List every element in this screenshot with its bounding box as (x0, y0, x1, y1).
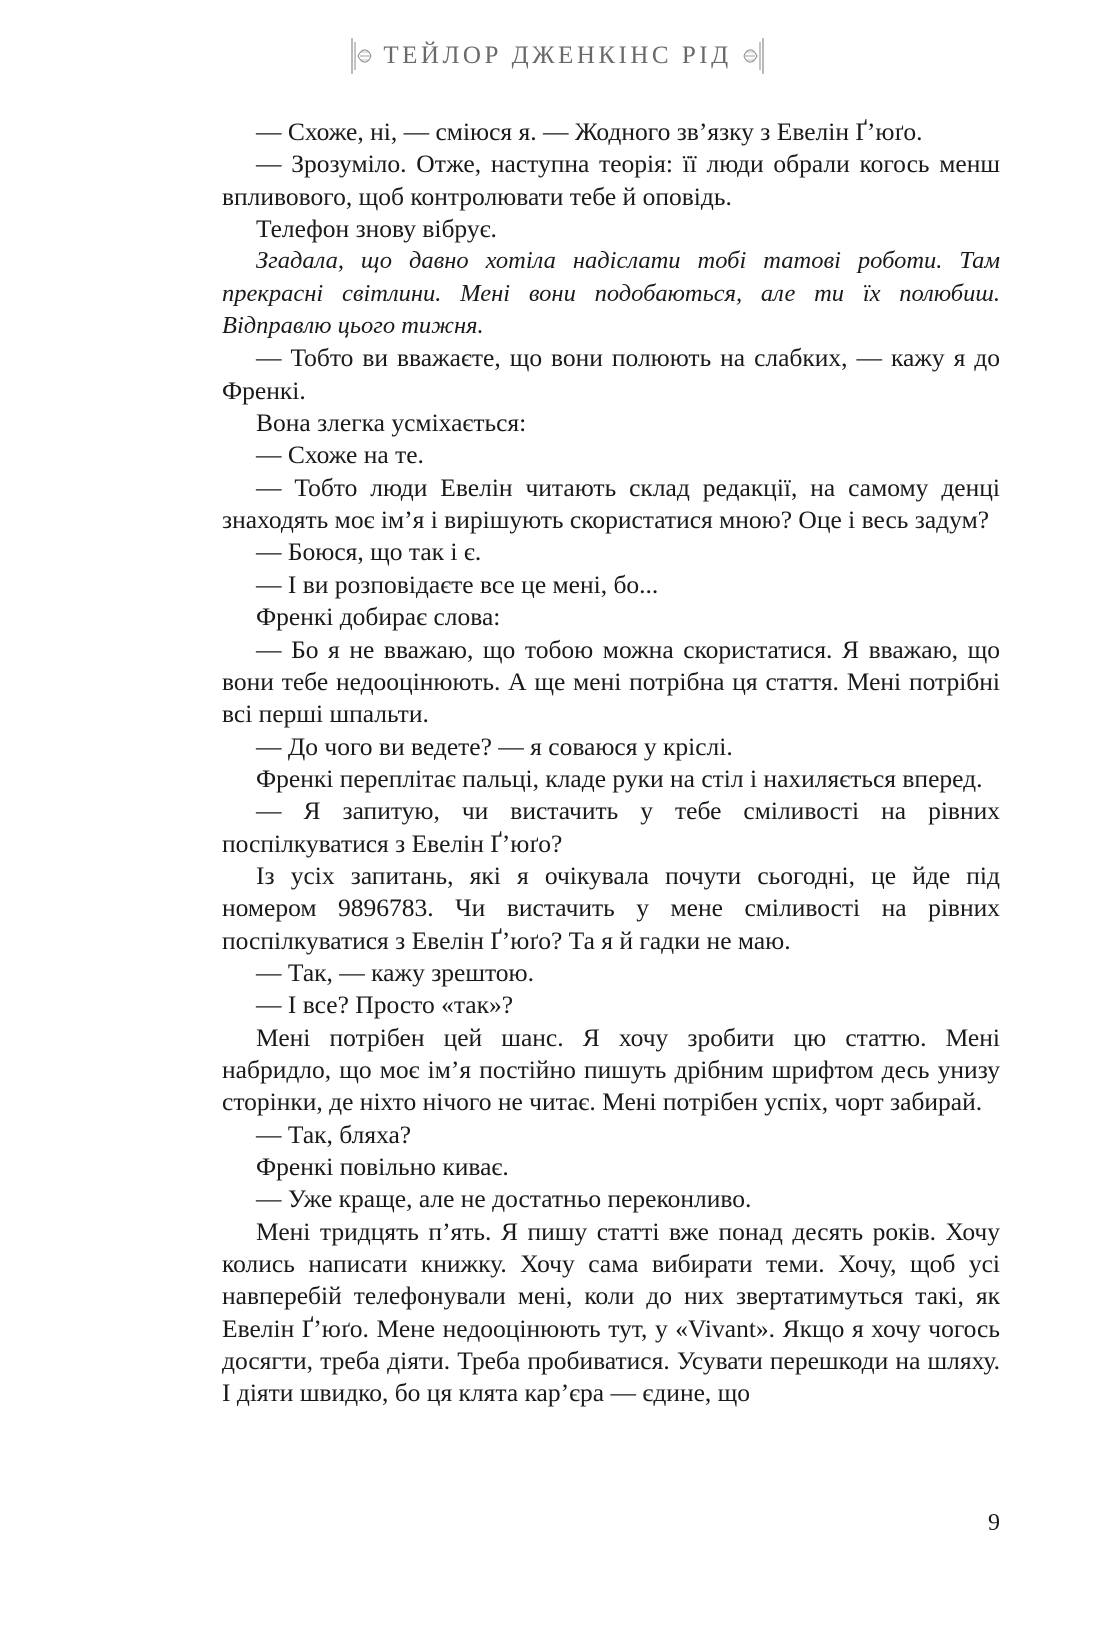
page-number: 9 (988, 1510, 1000, 1536)
paragraph: — Зрозуміло. Отже, наступна теорія: її люди обрали когось менш впливового, щоб контролювати тебе й оповідь. (222, 149, 1000, 211)
paragraph: Мені потрібен цей шанс. Я хочу зробити цю статтю. Мені набридло, що моє ім’я постійно пишуть дрібним шрифтом десь унизу сторінки, де ніхто нічого не читає. Мені потрібен успіх, чорт забирай. (222, 1022, 1000, 1117)
left-ornament-icon (349, 34, 373, 78)
paragraph: — Тобто ви вважаєте, що вони полюють на слабких, — кажу я до Френкі. (222, 343, 1000, 405)
paragraph: — Так, — кажу зрештою. (256, 957, 534, 987)
running-head-title: ТЕЙЛОР ДЖЕНКІНС РІД (383, 42, 732, 69)
paragraph: — Тобто люди Евелін читають склад редакції, на самому денці знаходять моє ім’я і вирішують скористатися мною? Оце і весь задум? (222, 472, 1000, 535)
running-head (0, 34, 1115, 78)
paragraph: — Я запитую, чи вистачить у тебе сміливості на рівних поспілкуватися з Евелін Ґ’юґо? (222, 796, 1000, 858)
paragraph: — Схоже на те. (256, 440, 424, 470)
paragraph: Френкі переплітає пальці, кладе руки на стіл і нахиляється вперед. (256, 763, 983, 793)
paragraph: Френкі добирає слова: (256, 602, 501, 632)
paragraph: Френкі повільно киває. (256, 1152, 509, 1181)
paragraph: Мені тридцять п’ять. Я пишу статті вже понад десять років. Хочу колись написати книжку. Хочу сама вибирати теми. Хочу, щоб усі навперебій телефонували мені, коли до них звертатимуться такі, як Евелін Ґ’юґо. Мене недооцінюють тут, у «Vivant». Якщо я хочу чогось досягти, треба діяти. Треба пробиватися. Усувати перешкоди на шляху. І діяти швидко, бо ця клята кар’єра — єдине, що (222, 1216, 1000, 1408)
right-ornament-icon (742, 34, 766, 78)
paragraph: Вона злегка усміхається: (256, 408, 527, 438)
paragraph: Із усіх запитань, які я очікувала почути сьогодні, це йде під номером 9896783. Чи вистачить у мене сміливості на рівних поспілкуватися з Евелін Ґ’юґо? Та я й гадки не маю. (222, 860, 1000, 955)
paragraph: — До чого ви ведете? — я соваюся у кріслі. (256, 731, 733, 761)
paragraph: — І ви розповідаєте все це мені, бо... (256, 569, 659, 599)
paragraph: — Так, бляха? (256, 1119, 412, 1149)
paragraph: Телефон знову вібрує. (256, 214, 497, 244)
paragraph: — І все? Просто «так»? (256, 990, 514, 1020)
paragraph: — Схоже, ні, — сміюся я. — Жодного зв’язку з Евелін Ґ’юґо. (256, 117, 923, 146)
paragraph: — Бо я не вважаю, що тобою можна скористатися. Я вважаю, що вони тебе недооцінюють. А ще мені потрібна ця стаття. Мені потрібні всі перші шпальти. (222, 634, 1000, 729)
paragraph: — Уже краще, але не достатньо переконливо. (256, 1184, 752, 1214)
paragraph: — Боюся, що так і є. (256, 537, 482, 567)
body-text (222, 116, 1000, 1410)
text-message: Згадала, що давно хотіла надіслати тобі татові роботи. Там прекрасні світлини. Мені вони подобаються, але ти їх полюбиш. Відправлю цього тижня. (222, 247, 1000, 340)
